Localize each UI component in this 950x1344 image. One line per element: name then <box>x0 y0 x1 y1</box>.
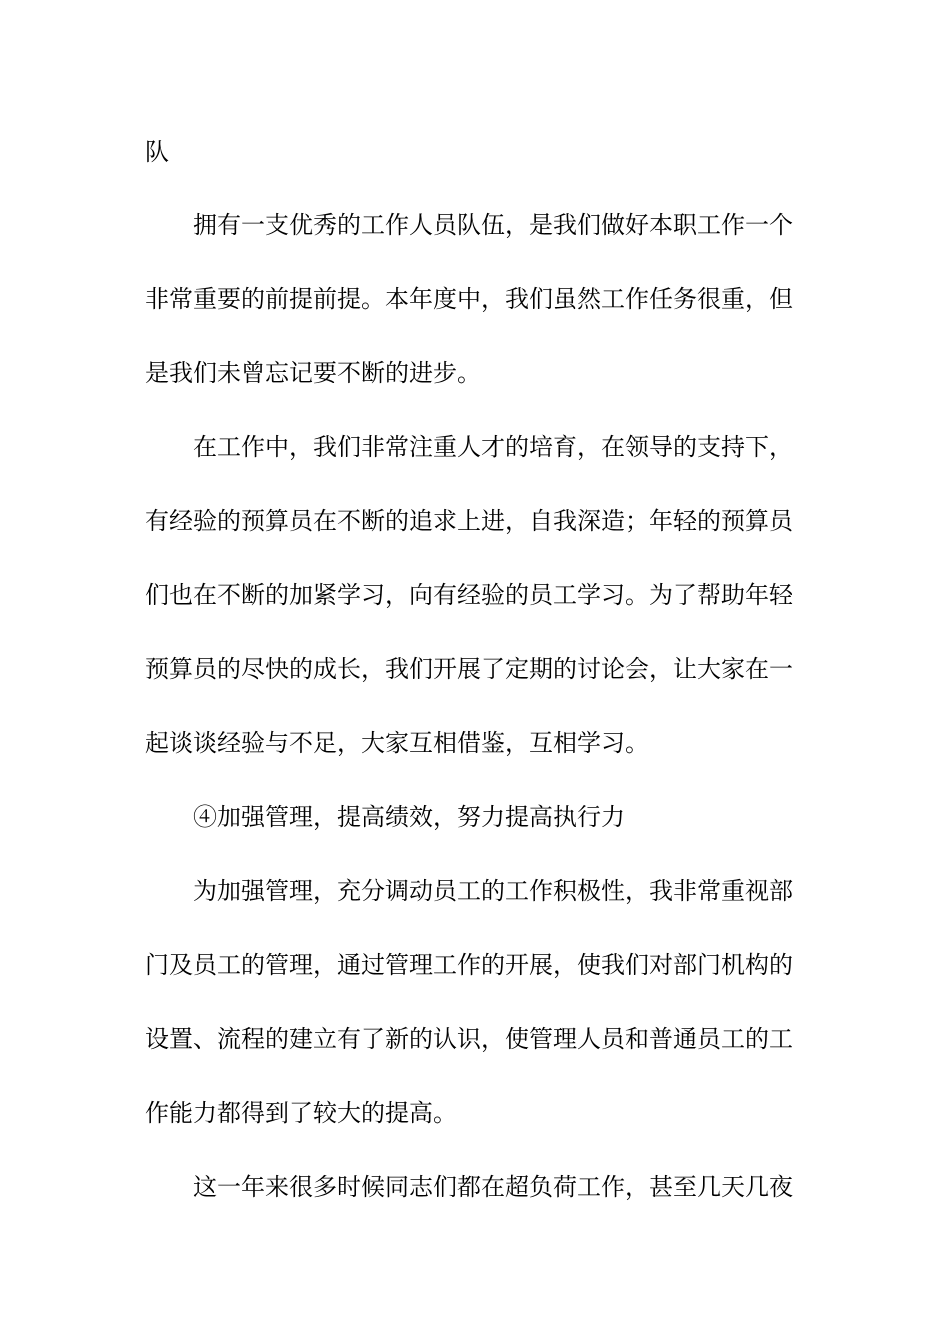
text-line: 非常重要的前提前提。本年度中，我们虽然工作任务很重，但 <box>145 285 793 313</box>
paragraph-first-line: 这一年来很多时候同志们都在超负荷工作，甚至几天几夜 <box>193 1173 793 1201</box>
text-line: 门及员工的管理，通过管理工作的开展，使我们对部门机构的 <box>145 951 793 979</box>
text-line: 有经验的预算员在不断的追求上进，自我深造；年轻的预算员 <box>145 507 793 535</box>
paragraph-first-line: 在工作中，我们非常注重人才的培育，在领导的支持下， <box>193 433 793 461</box>
text-line: 设置、流程的建立有了新的认识，使管理人员和普通员工的工 <box>145 1025 793 1053</box>
text-line: 预算员的尽快的成长，我们开展了定期的讨论会，让大家在一 <box>145 655 793 683</box>
section-heading: ④加强管理，提高绩效，努力提高执行力 <box>193 803 625 831</box>
text-line: 起谈谈经验与不足，大家互相借鉴，互相学习。 <box>145 729 649 757</box>
text-line: 是我们未曾忘记要不断的进步。 <box>145 359 481 387</box>
text-line: 队 <box>145 138 169 166</box>
text-line: 们也在不断的加紧学习，向有经验的员工学习。为了帮助年轻 <box>145 581 793 609</box>
paragraph-first-line: 拥有一支优秀的工作人员队伍，是我们做好本职工作一个 <box>193 211 793 239</box>
text-line: 作能力都得到了较大的提高。 <box>145 1099 457 1127</box>
paragraph-first-line: 为加强管理，充分调动员工的工作积极性，我非常重视部 <box>193 877 793 905</box>
